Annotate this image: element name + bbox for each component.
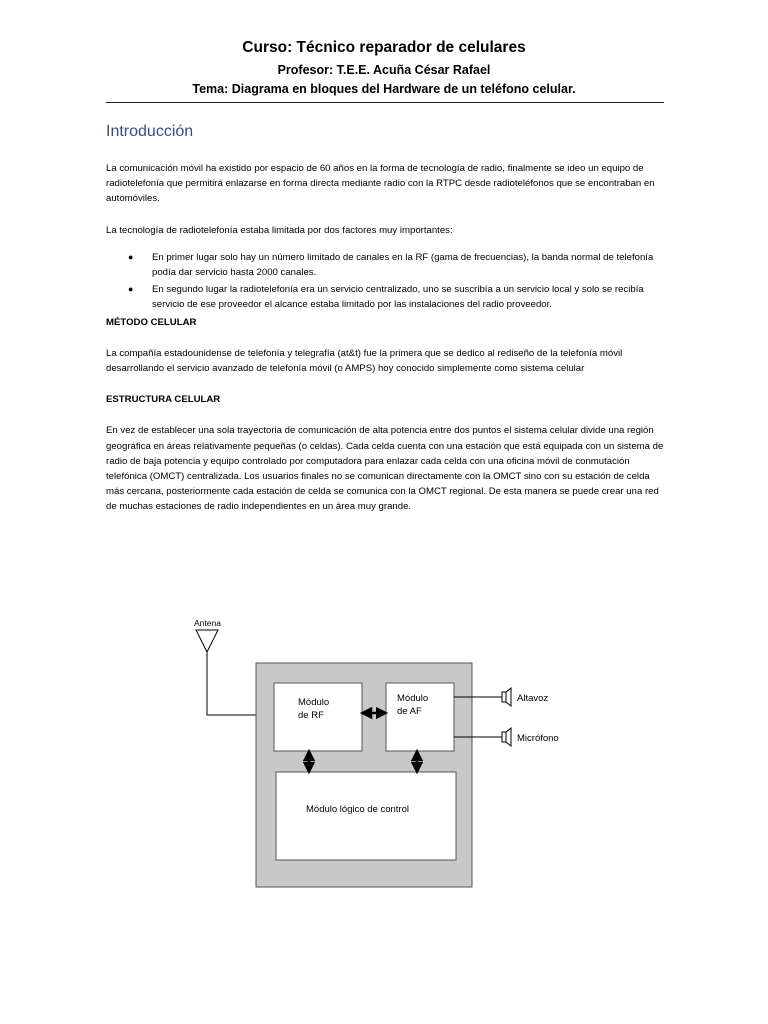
rf-module-label-1: Módulo bbox=[298, 697, 330, 708]
intro-paragraph-2: La tecnología de radiotelefonía estaba limitada por dos factores muy importantes: bbox=[106, 224, 453, 236]
list-item-text: En segundo lugar la radiotelefonía era un servicio centralizado, uno se suscribía a un servicio local y solo se recibía servicio de ese proveedor el alcance estaba limitado por las instalaciones del radio proveedor. bbox=[152, 284, 644, 311]
list-item-text: En primer lugar solo hay un número limitado de canales en la RF (gama de frecuencias), la banda normal de telefonía podía dar servicio hasta 2000 canales. bbox=[152, 251, 654, 279]
course-title: Curso: Técnico reparador de celulares bbox=[242, 39, 526, 56]
estructura-paragraph: En vez de establecer una sola trayectoria de comunicación de alta potencia entre dos puntos el sistema celular divide una región geográfica en áreas relativamente pequeñas (o celdas). Cada celda cuenta con una estación que está equipada con un sistema de radio de baja potencia y equipo controlado por computadora para enlazar cada celda con una oficina móvil de conmutación telefónica (OMCT) centralizada. Los usuarios finales no se comunican directamente con la OMCT sino con su estación de celda más cercana, posteriormente cada estación de celda se comunica con la OMCT regional. De esta manera se puede crear una red de muchas estaciones de radio independientes en un área muy grande. bbox=[106, 425, 664, 513]
control-module-label: Módulo lógico de control bbox=[306, 804, 409, 815]
metodo-paragraph: La compañía estadounidense de telefonía y telegrafía (at&t) fue la primera que se dedico al rediseño de la telefonía móvil desarrollando el servicio avanzado de telefonía móvil (o AMPS) hoy conocido simplemente como sistema celular bbox=[106, 347, 623, 375]
document-body bbox=[106, 120, 666, 531]
antenna-icon bbox=[196, 630, 218, 652]
header-divider bbox=[106, 102, 664, 103]
rf-module-label-2: de RF bbox=[298, 710, 324, 721]
antenna-label: Antena bbox=[194, 618, 221, 628]
estructura-heading: ESTRUCTURA CELULAR bbox=[106, 394, 221, 406]
speaker-icon bbox=[502, 688, 511, 706]
microphone-icon bbox=[502, 728, 511, 746]
topic-line: Tema: Diagrama en bloques del Hardware de un teléfono celular. bbox=[192, 82, 576, 96]
bullet-icon: ● bbox=[128, 251, 134, 262]
control-module bbox=[276, 772, 456, 860]
metodo-heading: MÉTODO CELULAR bbox=[106, 316, 197, 328]
af-module-label-2: de AF bbox=[397, 706, 422, 717]
intro-heading: Introducción bbox=[106, 123, 194, 140]
intro-paragraph-1: La comunicación móvil ha existido por espacio de 60 años en la forma de tecnología de radio, finalmente se ideo un equipo de radiotelefonía que permitirá enlazarse en forma directa mediante radio con la RTPC desde radioteléfonos que se encontraban en automóviles. bbox=[106, 163, 655, 205]
hardware-block-diagram bbox=[190, 610, 590, 890]
bullet-icon: ● bbox=[128, 284, 134, 295]
list-item bbox=[106, 250, 666, 280]
limitations-list bbox=[106, 250, 666, 313]
af-module-label-1: Módulo bbox=[397, 693, 429, 704]
document-header bbox=[0, 38, 768, 98]
microphone-label: Micrófono bbox=[517, 733, 559, 744]
professor-line: Profesor: T.E.E. Acuña César Rafael bbox=[277, 63, 491, 77]
speaker-label: Altavoz bbox=[517, 693, 549, 704]
list-item bbox=[106, 282, 666, 312]
